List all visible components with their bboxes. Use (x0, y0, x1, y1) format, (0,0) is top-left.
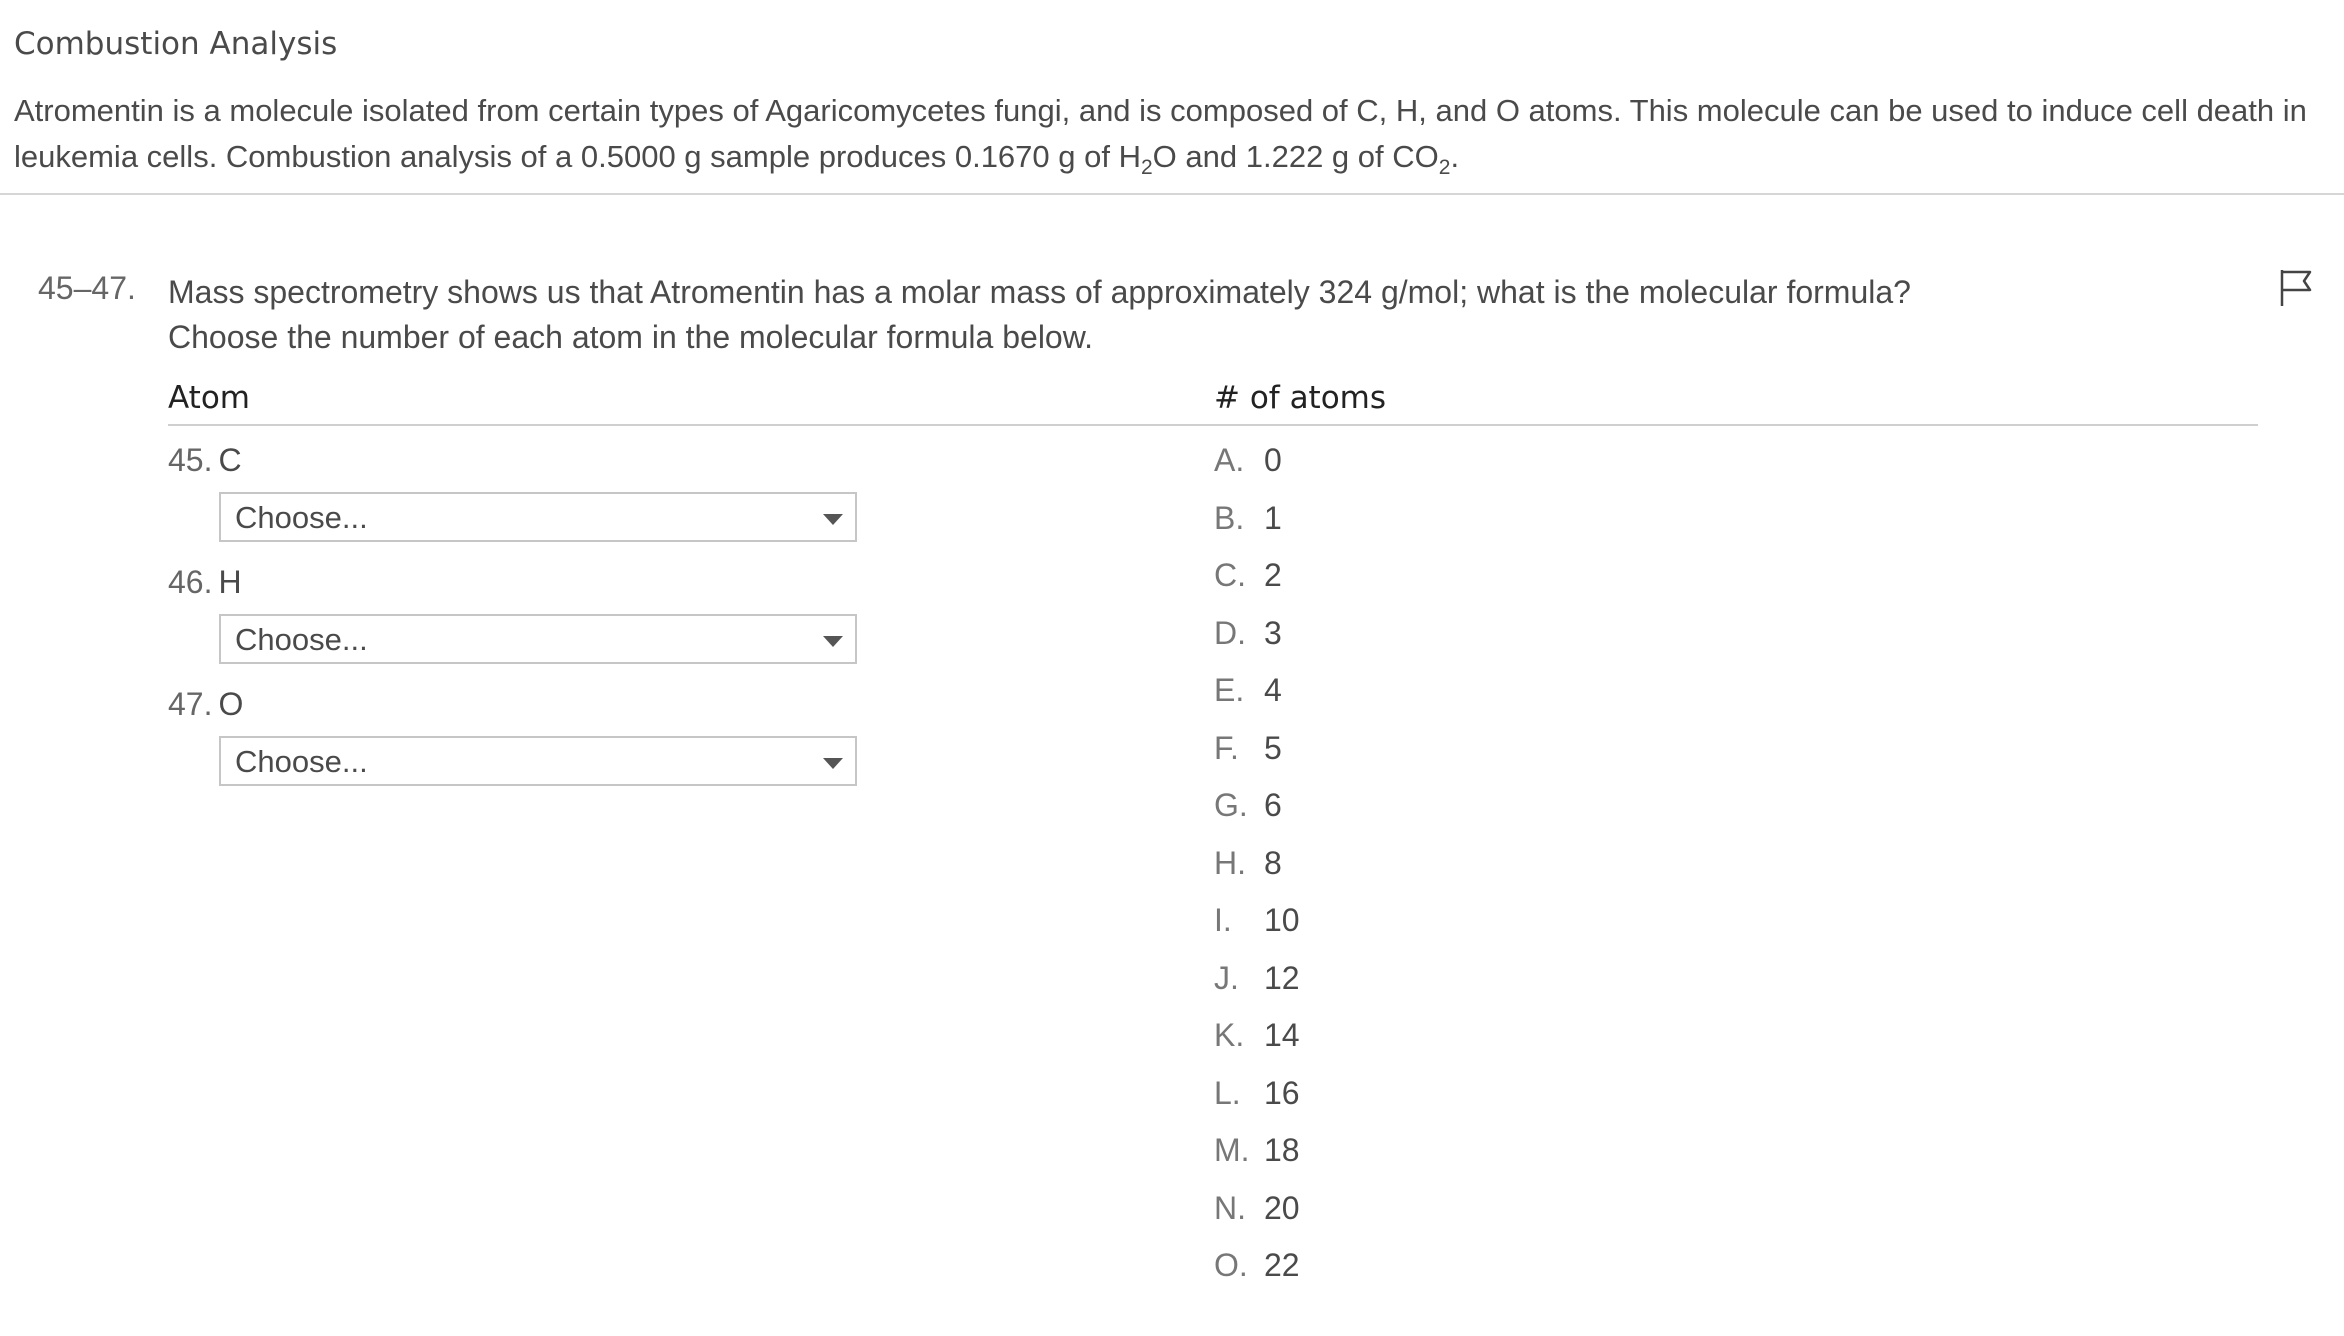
question-number: 45–47. (38, 270, 136, 306)
option-letter: A. (1214, 442, 1245, 478)
option-item (1214, 1065, 1300, 1123)
flag-icon[interactable] (2278, 268, 2314, 308)
atom-label (168, 432, 242, 488)
option-item (1214, 720, 1300, 778)
atom-list (168, 432, 1068, 798)
option-value: 0 (1264, 442, 1282, 478)
option-item (1214, 1122, 1300, 1180)
h2o-subscript: 2 (1140, 156, 1153, 180)
option-value: 16 (1264, 1074, 1300, 1111)
stimulus-passage (0, 0, 2344, 195)
select-value: Choose... (235, 744, 368, 779)
option-item (1214, 835, 1300, 893)
atom-label (168, 554, 242, 610)
option-value: 2 (1264, 557, 1282, 593)
option-item (1214, 432, 1300, 490)
caret-down-icon (823, 758, 843, 769)
option-letter: E. (1214, 672, 1245, 708)
item-number: 45. (168, 442, 213, 478)
passage-text-part-3: . (1450, 139, 1460, 174)
option-letter: K. (1214, 1017, 1245, 1053)
option-letter: G. (1214, 787, 1248, 823)
option-value: 3 (1264, 614, 1282, 651)
option-item (1214, 1237, 1300, 1295)
atom-symbol: H (218, 564, 242, 600)
item-number: 47. (168, 686, 213, 722)
option-item (1214, 777, 1300, 835)
option-value: 4 (1264, 672, 1282, 708)
option-item (1214, 892, 1300, 950)
option-letter: M. (1214, 1132, 1250, 1168)
passage-text-part-2: O and 1.222 g of CO (1152, 139, 1439, 174)
option-item (1214, 547, 1300, 605)
atom-symbol: O (218, 686, 244, 722)
atom-count-select-c[interactable] (219, 492, 857, 542)
option-value: 1 (1264, 499, 1282, 536)
select-value: Choose... (235, 622, 368, 657)
option-item (1214, 950, 1300, 1008)
option-letter: O. (1214, 1247, 1248, 1283)
option-letter: F. (1214, 729, 1239, 766)
option-letter: B. (1214, 499, 1245, 536)
passage-title: Combustion Analysis (14, 26, 338, 62)
atom-row-c (168, 432, 1068, 554)
caret-down-icon (823, 514, 843, 525)
atom-count-select-h[interactable] (219, 614, 857, 664)
caret-down-icon (823, 636, 843, 647)
option-value: 6 (1264, 787, 1282, 823)
option-value: 22 (1264, 1247, 1300, 1283)
option-value: 10 (1264, 902, 1300, 938)
atom-count-select-o[interactable] (219, 736, 857, 786)
co2-subscript: 2 (1438, 156, 1451, 180)
option-item (1214, 662, 1300, 720)
option-value: 12 (1264, 959, 1300, 996)
option-item (1214, 490, 1300, 548)
option-letter: I. (1214, 902, 1232, 938)
select-value: Choose... (235, 500, 368, 535)
option-item (1214, 605, 1300, 663)
question-prompt-line-2: Choose the number of each atom in the molecular formula below. (168, 319, 1093, 355)
atom-row-o (168, 676, 1068, 798)
option-letter: D. (1214, 614, 1246, 651)
question-body (168, 270, 2258, 1283)
option-letter: L. (1214, 1074, 1241, 1111)
question-prompt-line-1: Mass spectrometry shows us that Atromentin has a molar mass of approximately 324 g/mol; what is the molecular formula? (168, 274, 1911, 310)
options-list (1214, 432, 1300, 1295)
option-letter: C. (1214, 557, 1246, 593)
option-letter: N. (1214, 1189, 1246, 1226)
atom-symbol: C (218, 442, 242, 478)
option-item (1214, 1007, 1300, 1065)
atom-row-h (168, 554, 1068, 676)
option-value: 14 (1264, 1017, 1300, 1053)
passage-text (14, 88, 2330, 180)
option-value: 18 (1264, 1132, 1300, 1168)
option-value: 8 (1264, 844, 1282, 881)
question-prompt (168, 270, 2258, 360)
atom-label (168, 676, 243, 732)
option-letter: H. (1214, 844, 1246, 881)
item-number: 46. (168, 564, 213, 600)
option-value: 20 (1264, 1189, 1300, 1226)
matching-table-header (168, 378, 2258, 426)
header-atom: Atom (168, 380, 250, 416)
option-letter: J. (1214, 959, 1239, 996)
option-item (1214, 1180, 1300, 1238)
passage-text-part-1: Atromentin is a molecule isolated from certain types of Agaricomycetes fungi, and is composed of C, H, and O atoms. This molecule can be used to induce cell death in leukemia cells. Combustion analysis of a 0.5000 g sample produces 0.1670 g of H (14, 93, 2307, 174)
option-value: 5 (1264, 729, 1282, 766)
header-number-of-atoms: # of atoms (1214, 380, 1387, 416)
